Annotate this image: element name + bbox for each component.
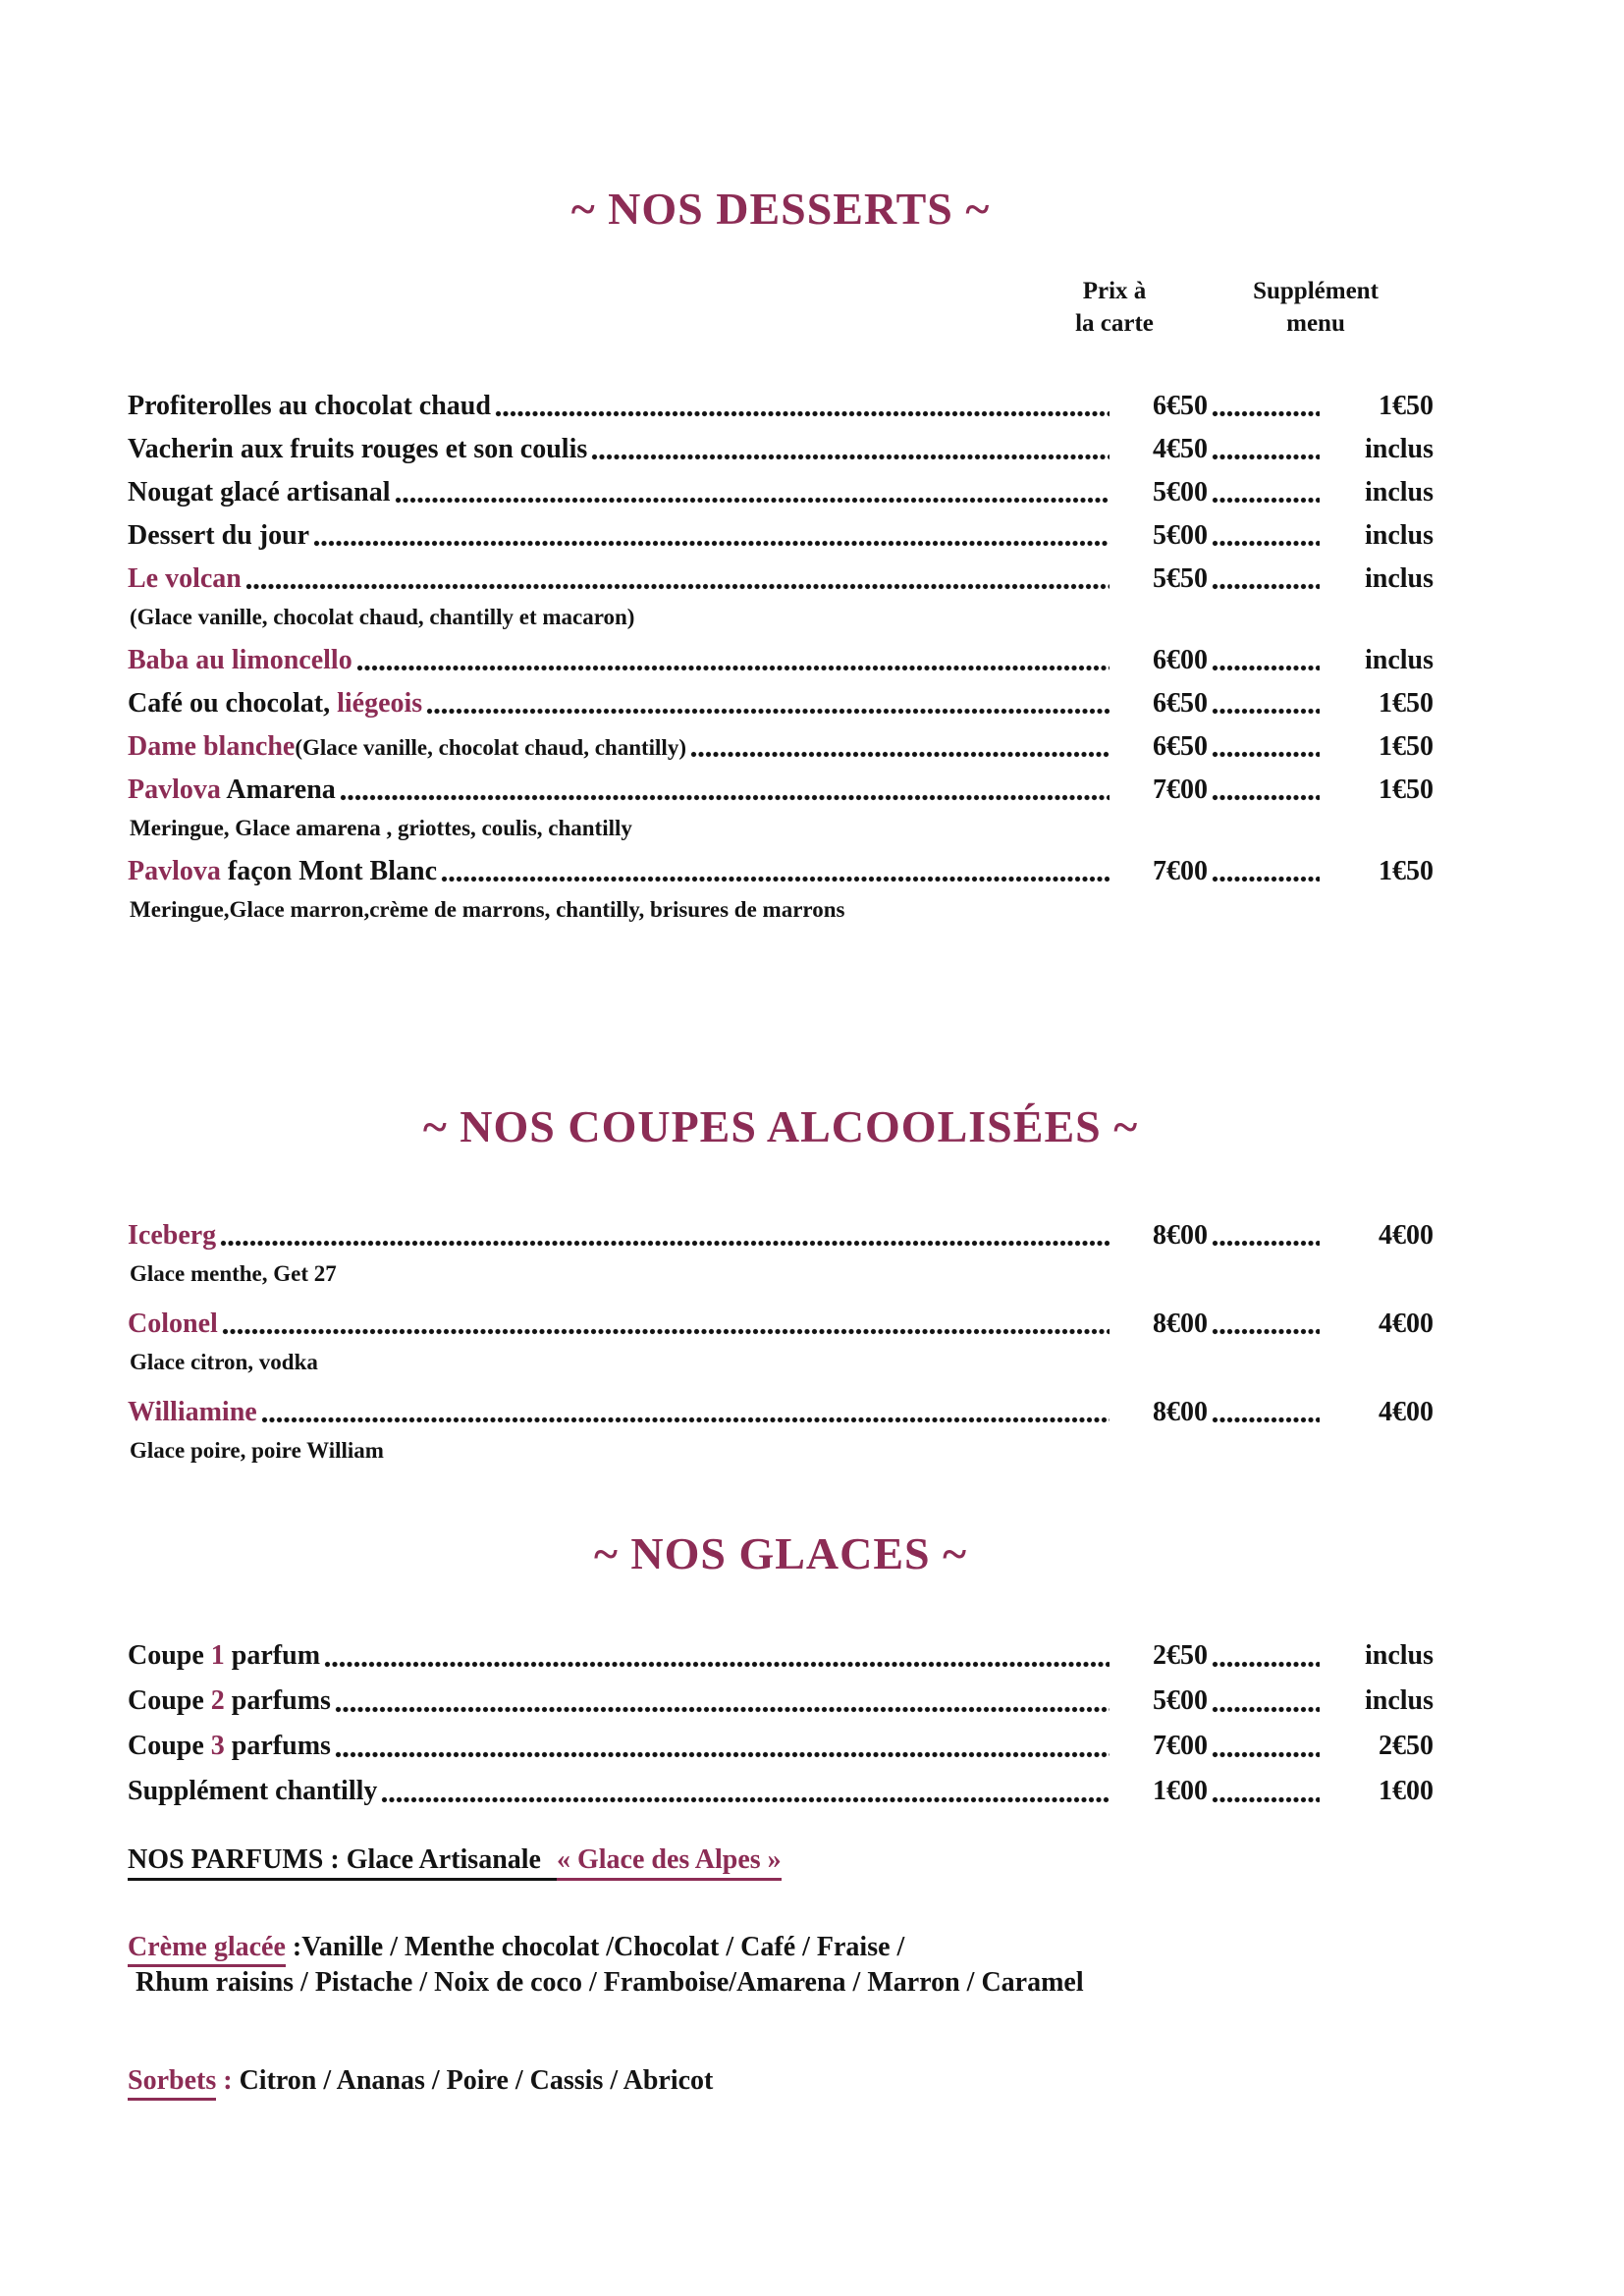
dot-leader [324,1633,1110,1679]
dot-leader [395,471,1110,514]
item-name-text: Coupe [128,1685,211,1716]
dot-leader-supplement [1212,385,1320,428]
dot-leader-supplement [1212,725,1320,769]
item-name-accent: Le volcan [128,563,242,594]
item-name-text-after: parfums [224,1731,331,1761]
menu-item [128,1679,1434,1724]
item-description: Meringue, Glace amarena , griottes, coulis, chantilly [130,816,632,840]
creme-glacee-flavors [128,1930,1434,2001]
price-supplement: 4€00 [1379,1308,1434,1339]
price-a-la-carte: 8€00 [1153,1308,1208,1339]
dot-leader-supplement [1212,1303,1320,1346]
dot-leader-supplement [1212,558,1320,601]
column-header-line: Supplément [1253,278,1379,304]
menu-item-row [128,639,1434,682]
menu-item-row [128,1679,1434,1724]
item-name-text-after: parfums [224,1685,331,1716]
dot-leader-supplement [1212,428,1320,471]
creme-glacee-flavor-list-1: Vanille / Menthe chocolat /Chocolat / Café / Fraise / [301,1932,905,1962]
dot-leader-supplement [1212,850,1320,893]
coupes-item-list [128,1214,1434,1467]
item-name-text: Café ou chocolat, [128,688,338,719]
price-supplement: 1€50 [1379,856,1434,886]
item-description: Meringue,Glace marron,crème de marrons, chantilly, brisures de marrons [130,897,845,922]
item-description: Glace citron, vodka [130,1350,318,1374]
price-a-la-carte: 6€50 [1153,391,1208,421]
sorbets-flavors [128,2063,1434,2099]
menu-item [128,639,1434,682]
dot-leader [220,1214,1110,1257]
menu-item-row [128,1214,1434,1257]
menu-item-row [128,682,1434,725]
price-a-la-carte: 5€00 [1153,520,1208,551]
price-supplement: 1€50 [1379,688,1434,719]
menu-item-row [128,1724,1434,1769]
item-name [128,428,587,471]
creme-glacee-flavor-list-2: Rhum raisins / Pistache / Noix de coco / Framboise/Amarena / Marron / Caramel [135,1967,1084,1998]
item-name [128,1303,218,1346]
menu-item [128,1391,1434,1467]
menu-item-row [128,725,1434,769]
item-name-accent: Baba au limoncello [128,645,352,675]
item-name-accent: Iceberg [128,1220,217,1251]
sorbets-label: Sorbets [128,2065,216,2101]
item-name [128,1769,377,1814]
item-name-text: Nougat glacé artisanal [128,477,391,507]
dot-leader-supplement [1212,514,1320,558]
item-description: (Glace vanille, chocolat chaud, chantilly et macaron) [130,605,635,629]
creme-glacee-label: Crème glacée [128,1932,286,1967]
item-name-text-after: parfum [224,1640,321,1671]
sorbets-flavor-list: Citron / Ananas / Poire / Cassis / Abricot [239,2065,714,2096]
menu-item-row [128,1303,1434,1346]
item-name-accent: 1 [210,1640,225,1671]
item-name [128,385,491,428]
price-a-la-carte: 6€50 [1153,731,1208,762]
item-name-text-after: Amarena [226,774,336,805]
dot-leader-supplement [1212,1679,1320,1724]
dot-leader [591,428,1110,471]
item-name [128,1724,331,1769]
item-name [128,1679,331,1724]
item-description: Glace poire, poire William [130,1438,384,1463]
dot-leader [313,514,1110,558]
dot-leader [222,1303,1110,1346]
menu-item [128,385,1434,428]
item-name-accent: Dame blanche [128,731,296,762]
menu-item-row [128,428,1434,471]
price-supplement: 4€00 [1379,1220,1434,1251]
item-name [128,769,336,812]
dot-leader [335,1679,1110,1724]
item-name-text: Profiterolles au chocolat chaud [128,391,491,421]
item-description: Glace menthe, Get 27 [130,1261,337,1286]
colheads-spacer [128,275,1031,340]
item-name-text: Dessert du jour [128,520,310,551]
dot-leader [381,1769,1110,1814]
parfums-heading [128,1843,1434,1877]
menu-item-row [128,1769,1434,1814]
item-name [128,639,352,682]
item-name [128,471,391,514]
price-supplement: 1€50 [1379,391,1434,421]
dot-leader-supplement [1212,1769,1320,1814]
price-supplement: inclus [1364,1685,1434,1716]
dot-leader [245,558,1110,601]
menu-item [128,471,1434,514]
dot-leader [335,1724,1110,1769]
price-column-headers [128,275,1434,340]
item-name-accent: Colonel [128,1308,218,1339]
item-name [128,1214,216,1257]
item-name-text: Coupe [128,1640,211,1671]
menu-item [128,682,1434,725]
item-name-accent: liégeois [337,688,423,719]
dot-leader-supplement [1212,1724,1320,1769]
column-header-prix-a-la-carte [1031,275,1198,340]
menu-item [128,725,1434,769]
price-supplement: 1€50 [1379,731,1434,762]
column-header-line: la carte [1075,310,1154,337]
parfums-heading-black: NOS PARFUMS : Glace Artisanale [128,1844,557,1881]
menu-item [128,1633,1434,1679]
menu-item-row [128,1633,1434,1679]
menu-item [128,428,1434,471]
desserts-item-list [128,385,1434,926]
menu-item-row [128,385,1434,428]
price-a-la-carte: 8€00 [1153,1397,1208,1427]
price-supplement: 1€50 [1379,774,1434,805]
price-a-la-carte: 6€50 [1153,688,1208,719]
item-name-accent: Pavlova [128,856,228,886]
item-name-text-after: façon Mont Blanc [227,856,437,886]
dot-leader-supplement [1212,1214,1320,1257]
item-name [128,682,422,725]
price-supplement: inclus [1364,520,1434,551]
price-a-la-carte: 7€00 [1153,1731,1208,1761]
price-a-la-carte: 8€00 [1153,1220,1208,1251]
dot-leader [426,682,1110,725]
item-name-accent: Pavlova [128,774,227,805]
dot-leader [495,385,1110,428]
menu-item-row [128,1391,1434,1434]
item-name-text: Coupe [128,1731,211,1761]
item-name-accent: 2 [210,1685,225,1716]
dot-leader-supplement [1212,1633,1320,1679]
dot-leader-supplement [1212,1391,1320,1434]
price-supplement: 1€00 [1379,1776,1434,1806]
item-name-accent: 3 [210,1731,225,1761]
price-a-la-carte: 5€00 [1153,1685,1208,1716]
menu-item-row [128,558,1434,601]
menu-item-row [128,514,1434,558]
price-supplement: 4€00 [1379,1397,1434,1427]
item-name [128,850,437,893]
menu-item-row [128,471,1434,514]
price-a-la-carte: 7€00 [1153,856,1208,886]
price-supplement: inclus [1364,563,1434,594]
price-supplement: inclus [1364,1640,1434,1671]
dot-leader-supplement [1212,639,1320,682]
price-supplement: 2€50 [1379,1731,1434,1761]
item-name [128,1391,257,1434]
dot-leader-supplement [1212,769,1320,812]
price-supplement: inclus [1364,477,1434,507]
price-a-la-carte: 1€00 [1153,1776,1208,1806]
dot-leader [340,769,1110,812]
menu-item [128,850,1434,926]
menu-item [128,558,1434,633]
item-name-note: (Glace vanille, chocolat chaud, chantilly) [295,735,686,760]
creme-glacee-colon: : [285,1932,302,1962]
dot-leader-supplement [1212,471,1320,514]
sorbets-colon: : [216,2065,240,2096]
section-title-coupes: ~ NOS COUPES ALCOOLISÉES ~ [422,1101,1139,1151]
column-header-supplement-menu [1198,275,1434,340]
price-a-la-carte: 6€00 [1153,645,1208,675]
dot-leader [261,1391,1110,1434]
dot-leader-supplement [1212,682,1320,725]
item-name-text: Supplément chantilly [128,1776,378,1806]
item-name-text: Vacherin aux fruits rouges et son coulis [128,434,588,464]
menu-item [128,514,1434,558]
column-header-line: Prix à [1082,278,1147,304]
menu-item-row [128,850,1434,893]
price-a-la-carte: 7€00 [1153,774,1208,805]
price-a-la-carte: 2€50 [1153,1640,1208,1671]
item-name-accent: Williamine [128,1397,257,1427]
dot-leader [356,639,1110,682]
item-name [128,514,309,558]
menu-item [128,1214,1434,1290]
price-a-la-carte: 5€00 [1153,477,1208,507]
item-name [128,725,686,769]
item-name [128,558,242,601]
item-name [128,1633,320,1679]
dot-leader [690,725,1110,769]
menu-item [128,769,1434,844]
glaces-item-list [128,1633,1434,1814]
price-a-la-carte: 4€50 [1153,434,1208,464]
parfums-heading-accent: « Glace des Alpes » [557,1844,782,1881]
creme-glacee-line1 [128,1930,1434,1965]
price-a-la-carte: 5€50 [1153,563,1208,594]
section-title-desserts: ~ NOS DESSERTS ~ [570,184,991,234]
section-title-glaces: ~ NOS GLACES ~ [593,1528,968,1578]
menu-item [128,1303,1434,1378]
menu-item-row [128,769,1434,812]
price-supplement: inclus [1364,434,1434,464]
menu-item [128,1724,1434,1769]
menu-item [128,1769,1434,1814]
dot-leader [441,850,1110,893]
column-header-line: menu [1286,310,1345,337]
price-supplement: inclus [1364,645,1434,675]
